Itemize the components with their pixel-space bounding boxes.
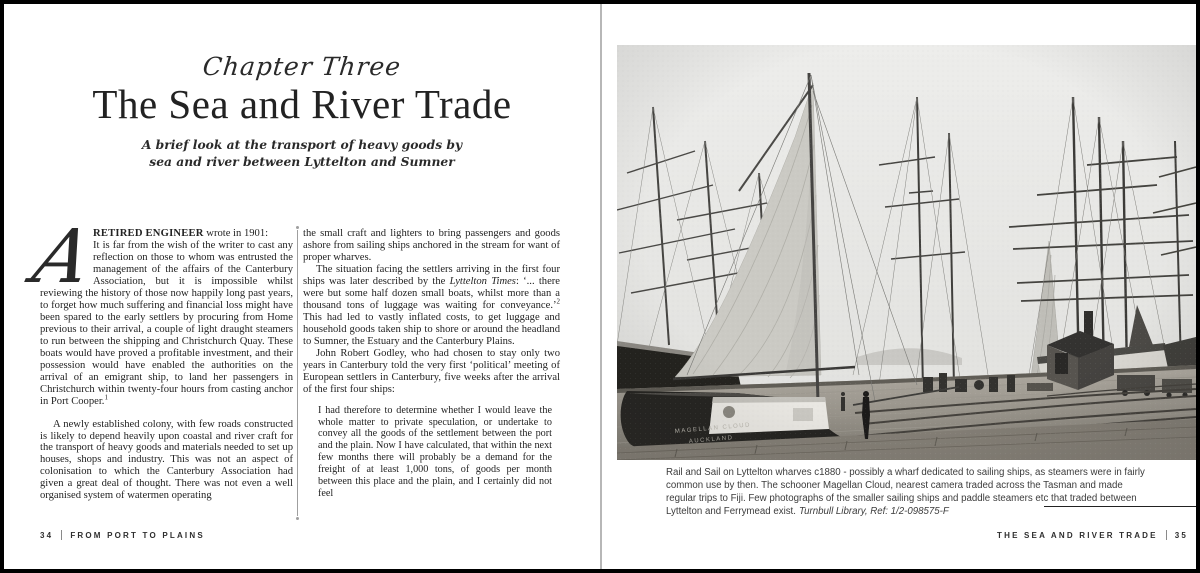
footnote-marker-2: 2	[556, 297, 560, 306]
paragraph-lyttelton-times	[303, 264, 560, 348]
photo-caption	[666, 466, 1148, 518]
wharf-photo-illustration	[617, 45, 1196, 460]
caption-credit: Turnbull Library, Ref: 1/2-098575-F	[798, 506, 949, 517]
para-mid: : ‘... there were but some half dozen small boats, whilst more than a thousand tons of luggage was waiting for conveyance.’	[303, 275, 560, 311]
lyttelton-times-title: Lyttelton Times	[449, 275, 516, 287]
page-title: The Sea and River Trade	[92, 81, 512, 127]
column-rule	[297, 230, 298, 516]
letter-quote-text: It is far from the wish of the writer to cast any reflection on those to whom was entrusted the management of the affairs of the Canterbury Association, but it is impossible whilst reviewing the history of those now happily long past years, to forget how much suffering and financial loss might have been spared to the early settlers by procuring from Home previous to their arrival, a couple of light draught steamers to run between the shipping and Christchurch Quay. These boats would have proved a profitable investment, and their possession would have enabled the authorities on the arrival of an emigrant ship, to land her passengers in Christchurch within twenty-four hours from casting anchor in Port Cooper.	[40, 239, 293, 407]
right-page-footer	[997, 530, 1188, 540]
lead-in-caps: RETIRED ENGINEER	[93, 228, 204, 239]
chapter-label: Chapter Three	[201, 52, 403, 81]
lead-in-rest: wrote in 1901:	[203, 228, 269, 239]
drop-cap: A	[25, 214, 101, 300]
book-title: FROM PORT TO PLAINS	[70, 531, 205, 540]
chapter-header	[40, 52, 564, 170]
paragraph-engineer-letter	[25, 214, 293, 408]
right-page-number: 35	[1174, 531, 1188, 540]
caption-text: Rail and Sail on Lyttelton wharves c1880 - possibly a wharf dedicated to sailing ships, as steamers were in fairly common use by then. The schooner Magellan Cloud, nearest camera traded across the Tasman and made regular trips to Fiji. Few photographs of the smaller sailing ships and paddle steamers etc that traded between Lyttelton and Ferrymead exist.	[666, 467, 1145, 517]
paragraph-new-colony: A newly established colony, with few roads constructed is likely to depend heavily upon coastal and river craft for the transport of heavy goods and materials needed to set up houses, shops and industry. This was not an aspect of colonisation to which the Canterbury Association had given a great deal of thought. There was not even a well organised system of watermen operating	[40, 418, 293, 502]
chapter-running-title: THE SEA AND RIVER TRADE	[997, 531, 1158, 540]
footer-rule	[1044, 506, 1196, 507]
paragraph-godley: John Robert Godley, who had chosen to stay only two years in Canterbury told the very first ‘political’ meeting of European settlers in Canterbury, five weeks after the arrival of the first four ships:	[303, 347, 560, 395]
left-page-number: 34	[40, 531, 54, 540]
footnote-marker-1: 1	[104, 393, 108, 402]
para-post: This had led to vastly inflated costs, to get luggage and household goods taken ship to shore or around the headland to Sumner, the Estuary and the Canterbury Plains.	[303, 311, 560, 347]
text-column-left	[25, 214, 293, 502]
para-pre: The situation facing the settlers arriving in the first four ships was later described by the	[303, 263, 560, 287]
left-page-footer	[40, 530, 205, 540]
page-gutter	[600, 4, 602, 569]
text-column-right	[303, 228, 560, 500]
godley-blockquote: I had therefore to determine whether I would leave the whole matter to private speculation, or undertake to convey all the goods of the settlement between the port and the plain. Now I have calculated, that within the next few months there will probably be a demand for the freight of at least 1,000 tons, of goods per month between this place and the plain, and I certainly did not feel	[318, 404, 552, 500]
column-rule-ornament-top	[296, 226, 299, 229]
wharf-photograph	[617, 45, 1196, 460]
paragraph-wharves: the small craft and lighters to bring passengers and goods ashore from sailing ships anchored in the stream for want of proper wharves.	[303, 228, 560, 263]
chapter-subtitle: A brief look at the transport of heavy goods by sea and river between Lyttelton and Sumner	[141, 137, 463, 170]
footer-divider	[61, 530, 62, 540]
footer-divider	[1166, 530, 1167, 540]
column-rule-ornament-bottom	[296, 517, 299, 520]
